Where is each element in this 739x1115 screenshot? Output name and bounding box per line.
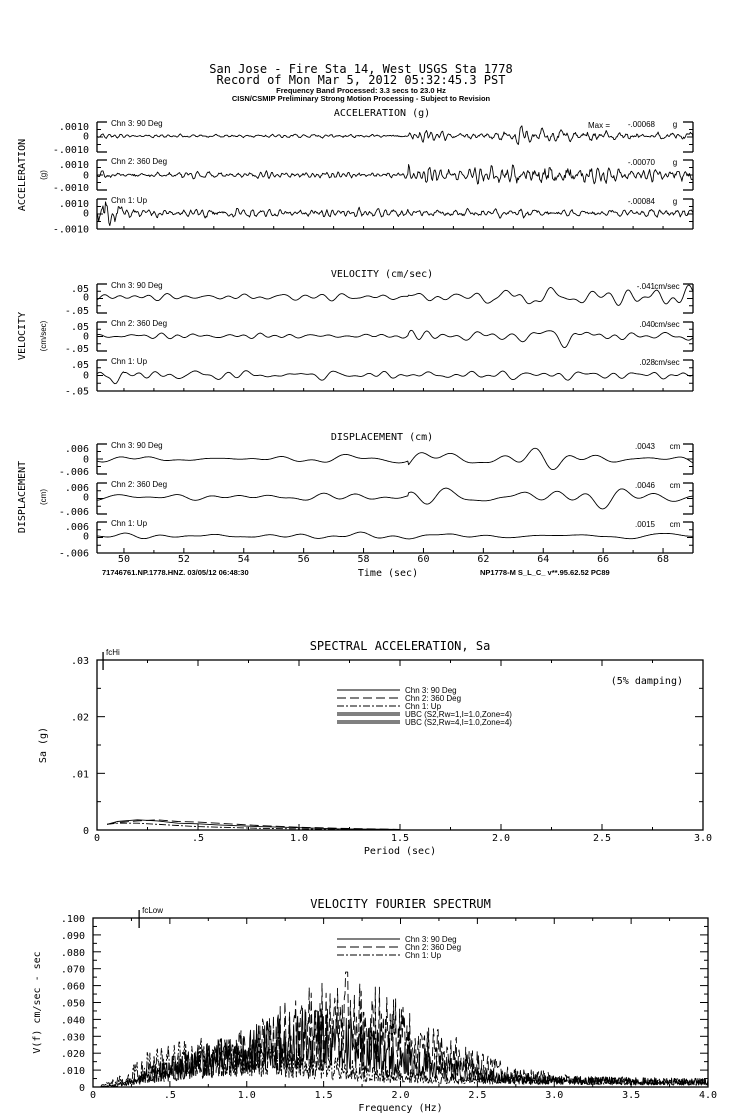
y-tick-label: .030	[60, 1032, 85, 1044]
legend-label: Chn 2: 360 Deg	[405, 694, 462, 703]
y-tick-label: -.05	[64, 386, 89, 398]
y-tick-label: 0	[82, 370, 89, 382]
x-tick-label: .5	[163, 1090, 176, 1101]
peak-unit: g	[672, 120, 678, 129]
y-tick-label: .006	[64, 444, 89, 455]
cutoff-marker-label: fcLow	[142, 906, 164, 915]
time-axis-label: Time (sec)	[357, 568, 419, 579]
velocity-panel	[17, 269, 693, 398]
panel-title: ACCELERATION (g)	[333, 108, 431, 119]
peak-value: -.00068	[627, 120, 655, 129]
y-tick-label: .0010	[58, 199, 89, 210]
y-axis-label: Sa (g)	[38, 726, 49, 764]
y-tick-label: .060	[60, 981, 85, 993]
y-axis-label: ACCELERATION	[17, 138, 28, 212]
legend-label: UBC (S2,Rw=1,I=1.0,Zone=4)	[405, 710, 512, 719]
y-tick-label: 0	[82, 131, 89, 143]
y-axis-label: DISPLACEMENT	[17, 460, 28, 534]
y-tick-label: .006	[64, 522, 89, 533]
y-tick-label: .05	[70, 322, 89, 333]
report-header	[209, 62, 512, 103]
channel-label: Chn 3: 90 Deg	[111, 281, 163, 290]
frequency-band: Frequency Band Processed: 3.3 secs to 23.0 Hz	[276, 86, 446, 95]
channel-label: Chn 2: 360 Deg	[111, 157, 168, 166]
x-tick-label: 50	[117, 554, 130, 565]
x-tick-label: 2.0	[391, 1090, 410, 1101]
y-tick-label: -.006	[58, 507, 89, 518]
legend-label: Chn 3: 90 Deg	[405, 935, 457, 944]
waveform-line	[97, 285, 693, 305]
x-tick-label: 62	[477, 554, 490, 565]
peak-unit: cm	[669, 442, 681, 451]
y-tick-label: 0	[82, 531, 89, 543]
x-tick-label: 1.0	[289, 833, 309, 844]
x-axis-label: Frequency (Hz)	[358, 1103, 443, 1114]
peak-unit: cm	[669, 481, 681, 490]
legend-label: Chn 1: Up	[405, 951, 442, 960]
y-tick-label: 0	[82, 292, 89, 304]
x-tick-label: 60	[417, 554, 430, 565]
y-axis-label: V(f) cm/sec - sec	[32, 951, 43, 1054]
y-tick-label: -.0010	[52, 145, 89, 156]
y-tick-label: 0	[82, 208, 89, 220]
x-tick-label: 2.5	[592, 833, 612, 844]
peak-unit: cm/sec	[654, 282, 680, 291]
y-tick-label: .006	[64, 483, 89, 494]
waveform-line	[97, 330, 693, 347]
y-tick-label: .070	[60, 964, 85, 976]
x-tick-label: 54	[237, 554, 250, 565]
y-tick-label: .01	[70, 769, 89, 781]
peak-value: -.041	[636, 282, 655, 291]
peak-value: .0015	[634, 520, 655, 529]
waveform-line	[97, 488, 693, 509]
x-axis-label: Period (sec)	[363, 846, 437, 857]
y-tick-label: 0	[82, 454, 89, 466]
peak-unit: cm/sec	[654, 320, 680, 329]
peak-unit: cm	[669, 520, 681, 529]
velocity-fourier-spectrum-chart	[32, 897, 717, 1114]
panel-title: DISPLACEMENT (cm)	[330, 432, 434, 443]
peak-value: .0043	[634, 442, 655, 451]
x-tick-label: 66	[597, 554, 610, 565]
y-tick-label: .05	[70, 284, 89, 295]
channel-label: Chn 2: 360 Deg	[111, 480, 168, 489]
x-tick-label: 68	[657, 554, 670, 565]
x-tick-label: .5	[191, 833, 205, 844]
y-tick-label: .0010	[58, 160, 89, 171]
acceleration-panel	[17, 108, 693, 236]
y-tick-label: .0010	[58, 122, 89, 133]
x-tick-label: 3.5	[622, 1090, 641, 1101]
channel-trace	[53, 119, 693, 156]
x-tick-label: 2.0	[491, 833, 511, 844]
y-tick-label: .02	[70, 712, 89, 724]
channel-trace	[59, 441, 693, 478]
y-tick-label: .010	[60, 1066, 85, 1078]
channel-label: Chn 3: 90 Deg	[111, 441, 163, 450]
displacement-panel	[17, 432, 693, 560]
y-tick-label: 0	[82, 826, 89, 837]
x-tick-label: 1.5	[390, 833, 410, 844]
x-tick-label: 0	[93, 833, 101, 844]
peak-value: .028	[639, 358, 655, 367]
waveform-line	[97, 532, 693, 539]
y-tick-label: .040	[60, 1015, 85, 1027]
peak-unit: g	[672, 158, 678, 167]
peak-value: .0046	[634, 481, 655, 490]
footer-info	[102, 568, 610, 579]
x-tick-label: 3.0	[545, 1090, 564, 1101]
x-tick-label: 4.0	[698, 1090, 718, 1101]
y-tick-label: .090	[60, 930, 85, 942]
y-tick-label: 0	[82, 492, 89, 504]
channel-trace	[65, 319, 693, 355]
y-unit-label: (g)	[39, 170, 48, 180]
chart-title: SPECTRAL ACCELERATION, Sa	[309, 639, 491, 653]
y-tick-label: -.006	[58, 548, 89, 560]
channel-trace	[53, 157, 693, 194]
x-tick-label: 52	[177, 554, 190, 565]
y-tick-label: 0	[78, 1083, 85, 1094]
max-prefix: Max =	[588, 121, 611, 130]
channel-label: Chn 1: Up	[111, 519, 148, 528]
waveform-line	[97, 448, 693, 469]
y-tick-label: -.05	[64, 306, 89, 317]
y-tick-label: .100	[60, 914, 85, 925]
y-tick-label: -.0010	[52, 183, 89, 194]
waveform-line	[97, 202, 693, 226]
legend-label: Chn 3: 90 Deg	[405, 686, 457, 695]
x-tick-label: 58	[357, 554, 370, 565]
y-tick-label: .05	[70, 360, 89, 371]
y-tick-label: .080	[60, 947, 85, 959]
y-tick-label: .050	[60, 998, 85, 1010]
legend-label: UBC (S2,Rw=4,I=1.0,Zone=4)	[405, 718, 512, 727]
processing-note: CISN/CSMIP Preliminary Strong Motion Processing - Subject to Revision	[231, 94, 491, 103]
cutoff-marker-label: fcHi	[106, 648, 120, 657]
x-tick-label: 56	[297, 554, 310, 565]
spectral-acceleration-chart	[38, 639, 712, 857]
peak-value: .040	[639, 320, 655, 329]
damping-annotation: (5% damping)	[610, 676, 683, 687]
station-title: San Jose - Fire Sta 14, West USGS Sta 1778	[209, 62, 513, 76]
channel-label: Chn 1: Up	[111, 196, 148, 205]
y-tick-label: -.006	[58, 467, 89, 478]
y-unit-label: (cm)	[39, 489, 48, 505]
y-tick-label: .03	[70, 656, 89, 667]
legend-label: Chn 1: Up	[405, 702, 442, 711]
chart-title: VELOCITY FOURIER SPECTRUM	[310, 897, 491, 911]
channel-label: Chn 2: 360 Deg	[111, 319, 168, 328]
x-tick-label: 0	[89, 1090, 97, 1101]
x-tick-label: 3.0	[693, 833, 713, 844]
footer-right-id: NP1778-M S_L_C_ v**.95.62.52 PC89	[480, 568, 610, 577]
channel-trace	[59, 480, 693, 518]
peak-unit: g	[672, 197, 678, 206]
x-tick-label: 1.0	[237, 1090, 256, 1101]
record-time: Record of Mon Mar 5, 2012 05:32:45.3 PST	[216, 73, 506, 87]
peak-value: -.00070	[627, 158, 655, 167]
channel-label: Chn 3: 90 Deg	[111, 119, 163, 128]
legend-label: Chn 2: 360 Deg	[405, 943, 462, 952]
y-tick-label: .020	[60, 1049, 85, 1061]
waveform-line	[97, 371, 693, 384]
y-tick-label: -.0010	[52, 224, 89, 236]
x-tick-label: 64	[537, 554, 550, 565]
y-tick-label: 0	[82, 331, 89, 343]
y-tick-label: 0	[82, 170, 89, 182]
waveform-line	[97, 165, 693, 185]
peak-value: -.00084	[627, 197, 655, 206]
y-axis-label: VELOCITY	[17, 311, 28, 361]
footer-left-id: 71746761.NP.1778.HNZ. 03/05/12 06:48:30	[102, 568, 249, 577]
x-tick-label: 2.5	[468, 1090, 487, 1101]
x-tick-label: 1.5	[314, 1090, 333, 1101]
channel-label: Chn 1: Up	[111, 357, 148, 366]
panel-title: VELOCITY (cm/sec)	[330, 269, 434, 280]
y-unit-label: (cm/sec)	[39, 320, 48, 352]
channel-trace	[65, 281, 693, 317]
time-axis	[97, 548, 693, 565]
peak-unit: cm/sec	[654, 358, 680, 367]
y-tick-label: -.05	[64, 344, 89, 355]
